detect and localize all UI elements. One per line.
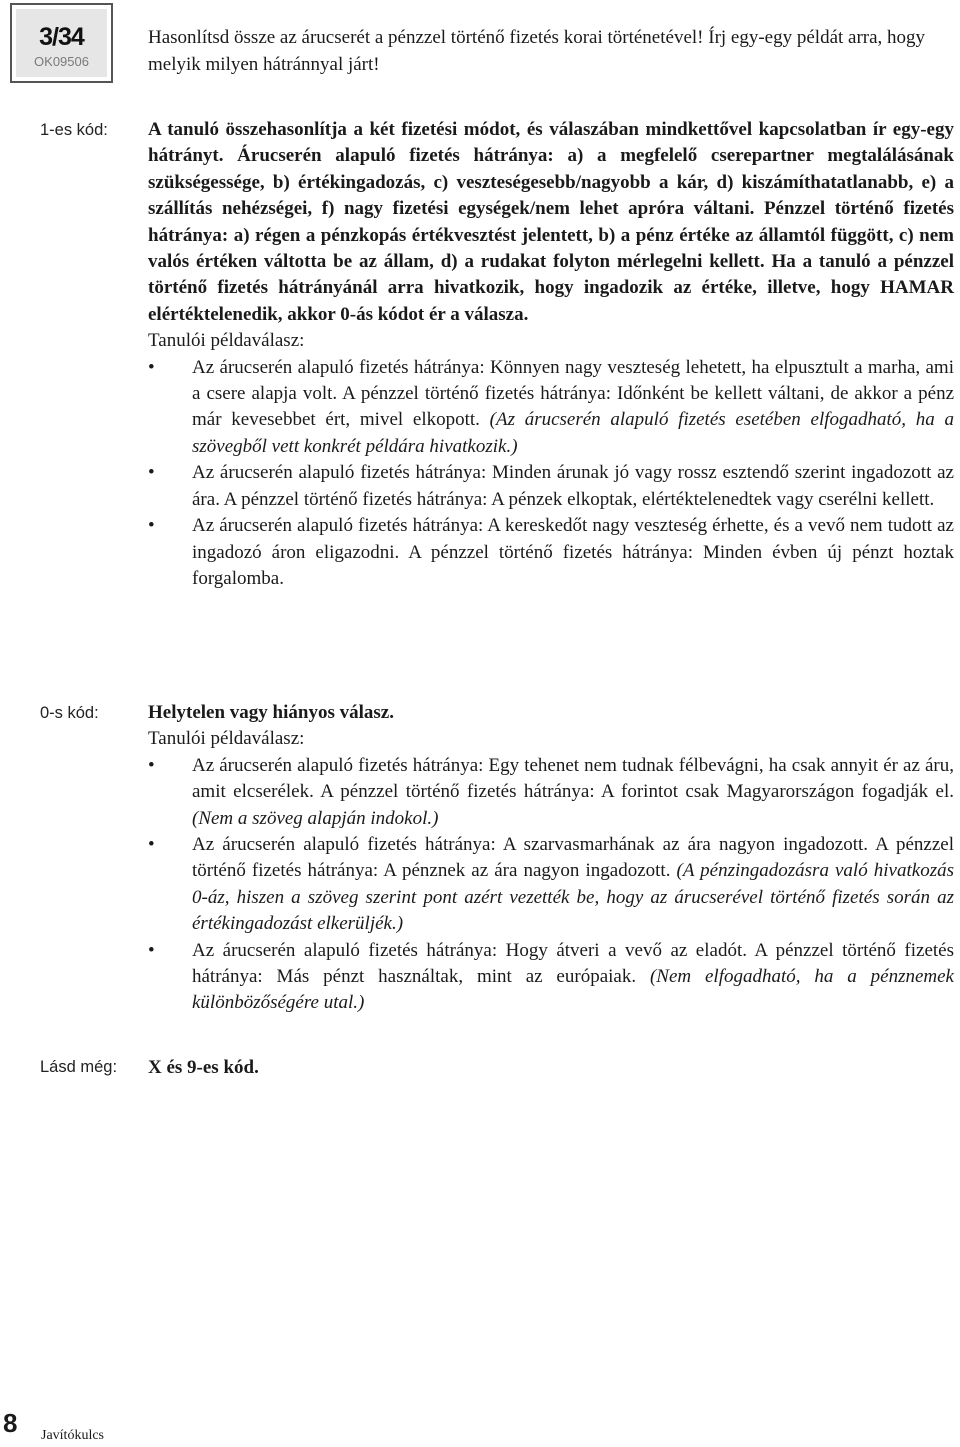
example-text: Az árucserén alapuló fizetés hátránya: Egy tehenet nem tudnak félbevágni, ha csak annyit ér az áru, amit elcserélek. A pénzzel történő fizetés hátránya: A forintot csak Magyarországon fogadják el. [192,754,954,803]
code1-block [148,117,954,592]
code0-label: 0-s kód: [40,704,99,722]
example-text: Az árucserén alapuló fizetés hátránya: A szarvasmarhának az ára nagyon ingadozott. A pénzzel történő fizetés hátránya: A pénznek az ára nagyon ingadozott. [192,834,954,882]
list-item [148,460,954,513]
code0-block [148,700,954,1017]
bullet-icon: • [148,462,155,484]
bullet-icon: • [148,356,155,378]
example-note: (A pénzingadozásra való hivatkozás 0-áz, hiszen a szöveg szerint pont azért vezették be, hogy az árucserével történő fizetés során az értékingadozást elkerüljék.) [192,860,954,935]
example-note: (Nem elfogadható, ha a pénznemek különbözőségére utal.) [192,966,954,1014]
list-item [148,753,954,832]
code1-label: 1-es kód: [40,121,108,139]
list-item [148,513,954,592]
footer-title: Javítókulcs [41,1428,104,1443]
list-item [148,938,954,1017]
see-also-text: X és 9-es kód. [148,1057,259,1078]
code0-description: Helytelen vagy hiányos válasz. [148,702,394,723]
see-also-label: Lásd még: [40,1058,118,1076]
question-number-box-inner [16,9,107,77]
question-code: OK09506 [34,54,89,69]
code1-description: A tanuló összehasonlítja a két fizetési módot, és válaszában mindkettővel kapcsolatban ír egy-egy hátrányt. Árucserén alapuló fizetés hátránya: a) a megfelelő cserepartner megtalálásának szükségessége, b) értékingadozás, c) veszteségesebb/nagyobb a kár, d) kiszámíthatatlanabb, e) a szállítás nehézségei, f) nagy fizetési egységek/nem lehet apróra váltani. Pénzzel történő fizetés hátránya: a) régen a pénzkopás értékvesztést jelentett, b) a pénz értéke az államtól függött, c) nem valós értéken váltotta be az állam, d) a rudakat folyton mérlegelni kellett. Ha a tanuló a pénzzel történő fizetés hátrányánál arra hivatkozik, hogy ingadozik az értéke, illetve, hogy HAMAR elértéktelenedik, akkor 0-ás kódot ér a válasza. [148,119,954,325]
question-text: Hasonlítsd össze az árucserét a pénzzel történő fizetés korai történetével! Írj egy-egy példát arra, hogy melyik milyen hátránnyal járt! [148,27,926,75]
code1-examples-list [148,355,954,593]
bullet-icon: • [148,515,155,537]
code0-examples-list [148,753,954,1017]
list-item [148,355,954,461]
example-note: (Az árucserén alapuló fizetés esetében elfogadható, ha a szövegből vett konkrét példára hivatkozik.) [192,409,954,457]
bullet-icon: • [148,834,155,856]
example-note: (Nem a szöveg alapján indokol.) [192,807,439,829]
page-number: 8 [3,1408,18,1438]
code1-examples-label: Tanulói példaválasz: [148,330,305,352]
example-text: Az árucserén alapuló fizetés hátránya: Minden árunak jó vagy rossz esztendő szerint ingadozott az ára. A pénzzel történő fizetés hátránya: A pénzek elkoptak, elértéktelenedtek vagy cserélni kellett. [192,462,954,510]
code0-examples-label: Tanulói példaválasz: [148,728,305,750]
bullet-icon: • [148,754,155,776]
question-number-box [10,3,113,83]
example-text: Az árucserén alapuló fizetés hátránya: A kereskedőt nagy veszteség érhette, és a vevő nem tudott az ingadozó áron eligazodni. A pénzzel történő fizetés hátránya: Minden évben új pénzt hoztak forgalomba. [192,515,954,589]
list-item [148,832,954,938]
bullet-icon: • [148,939,155,961]
question-number: 3/34 [39,23,84,51]
example-text: Az árucserén alapuló fizetés hátránya: Könnyen nagy veszteség lehetett, ha elpusztult a marha, ami a csere alapja volt. A pénzzel történő fizetés hátránya: Időnként be kellett váltani, de akkor a pénz már kevesebbet ért, mivel elkopott. [192,356,954,431]
example-text: Az árucserén alapuló fizetés hátránya: Hogy átveri a vevő az eladót. A pénzzel történő fizetés hátránya: Más pénzt használtak, mint az európaiak. [192,939,954,988]
